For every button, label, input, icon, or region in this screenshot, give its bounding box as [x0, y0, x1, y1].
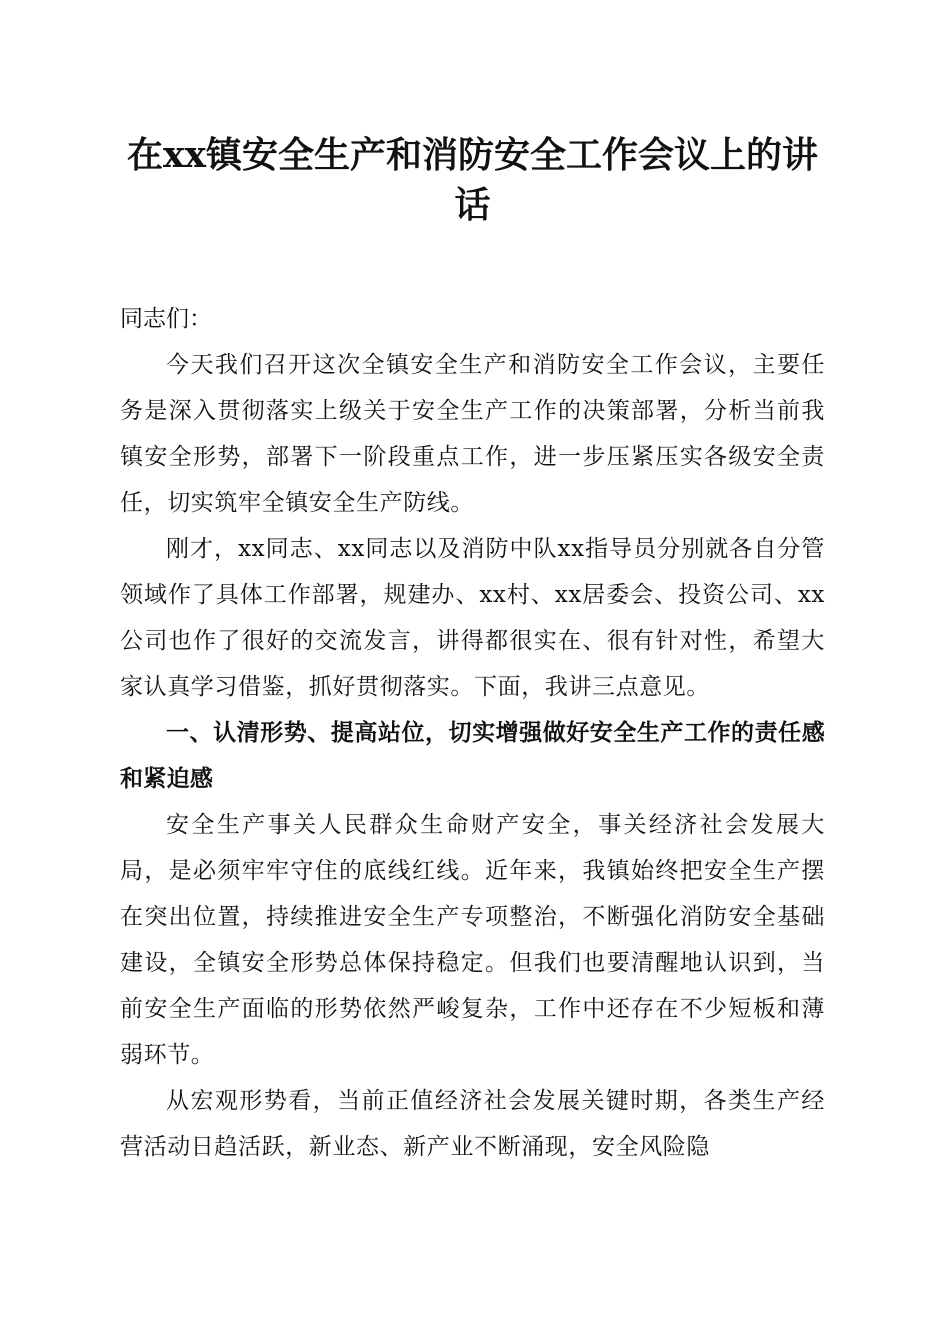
body-paragraph: 刚才，xx同志、xx同志以及消防中队xx指导员分别就各自分管领域作了具体工作部署，规建办、xx村、xx居委会、投资公司、xx公司也作了很好的交流发言，讲得都很实在、很有针对性，希望大家认真学习借鉴，抓好贯彻落实。下面，我讲三点意见。: [120, 536, 825, 700]
section-heading: 一、认清形势、提高站位，切实增强做好安全生产工作的责任感和紧迫感: [120, 720, 825, 792]
document-title: 在xx镇安全生产和消防安全工作会议上的讲话: [127, 134, 818, 226]
body-paragraph: 今天我们召开这次全镇安全生产和消防安全工作会议，主要任务是深入贯彻落实上级关于安全生产工作的决策部署，分析当前我镇安全形势，部署下一阶段重点工作，进一步压紧压实各级安全责任，切实筑牢全镇安全生产防线。: [120, 352, 825, 516]
body-paragraph: 安全生产事关人民群众生命财产安全，事关经济社会发展大局，是必须牢牢守住的底线红线。近年来，我镇始终把安全生产摆在突出位置，持续推进安全生产专项整治，不断强化消防安全基础建设，全镇安全形势总体保持稳定。但我们也要清醒地认识到，当前安全生产面临的形势依然严峻复杂，工作中还存在不少短板和薄弱环节。: [120, 812, 825, 1068]
document-page: [120, 130, 825, 1170]
body-paragraph: 从宏观形势看，当前正值经济社会发展关键时期，各类生产经营活动日趋活跃，新业态、新产业不断涌现，安全风险隐: [120, 1088, 825, 1160]
salutation: 同志们：: [120, 306, 212, 332]
